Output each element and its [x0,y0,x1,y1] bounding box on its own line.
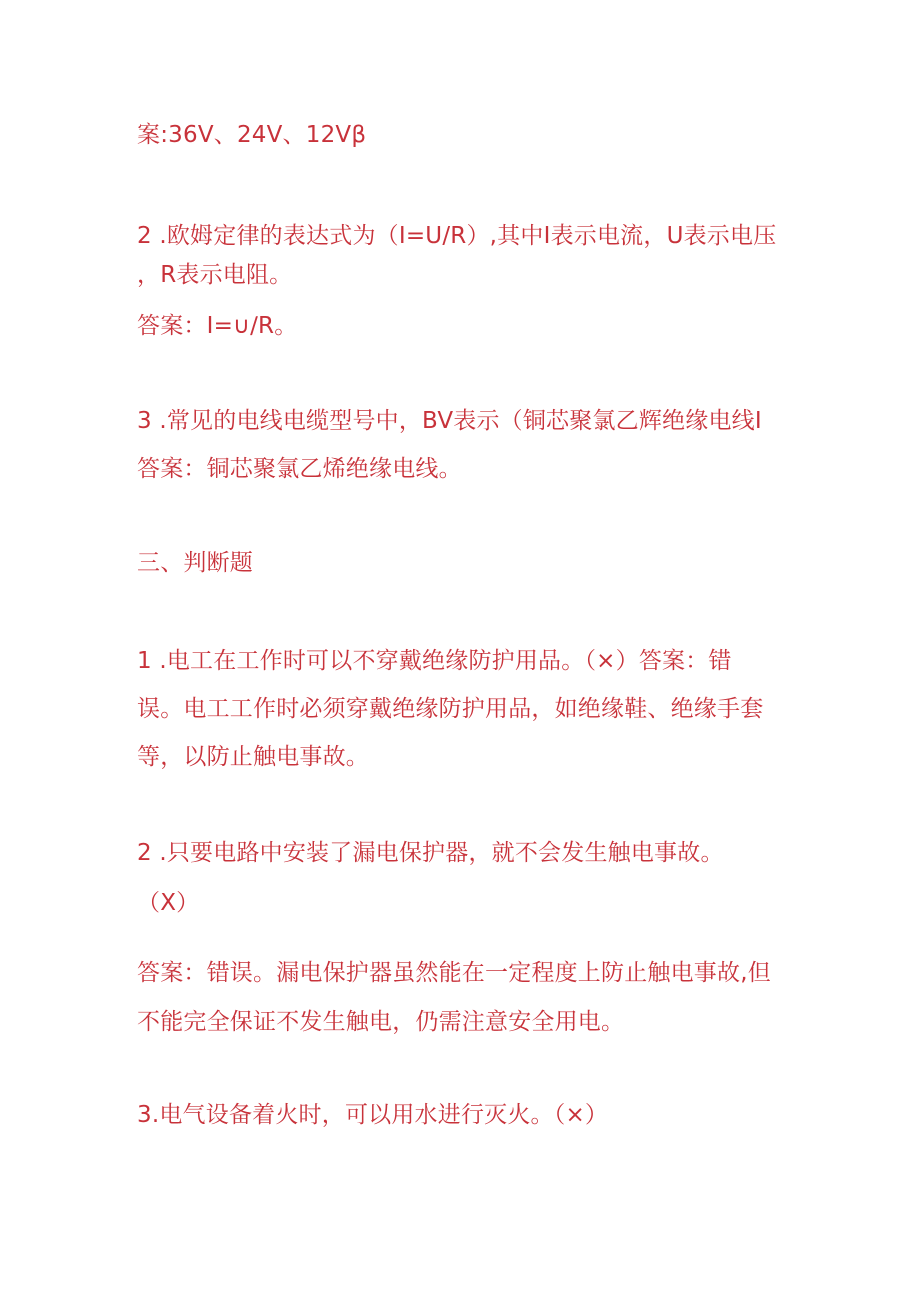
tf-answer-1-line-2: 等，以防止触电事故。 [137,744,369,770]
question-2-ohms-law-cont: ，R表示电阻。 [137,262,293,288]
answer-ohms-law: 答案：I=∪∕R。 [137,313,298,339]
tf-question-2-mark: （X） [137,890,200,916]
question-2-ohms-law: 2 .欧姆定律的表达式为（I=U/R）,其中I表示电流，U表示电压 [137,223,777,249]
tf-question-1: 1 .电工在工作时可以不穿戴绝缘防护用品。（×）答案：错 [137,648,732,674]
answer-cable-type: 答案：铜芯聚氯乙烯绝缘电线。 [137,456,462,482]
section-heading-true-false: 三、判断题 [137,550,253,576]
tf-question-3: 3.电气设备着火时，可以用水进行灭火。（×） [137,1102,609,1128]
tf-answer-1-line-1: 误。电工工作时必须穿戴绝缘防护用品，如绝缘鞋、绝缘手套 [137,696,764,722]
tf-answer-2-line-1: 答案：错误。漏电保护器虽然能在一定程度上防止触电事故,但 [137,960,771,986]
tf-answer-2-line-2: 不能完全保证不发生触电，仍需注意安全用电。 [137,1009,625,1035]
answer-voltage-line: 案:36V、24V、12Vβ [137,122,367,148]
question-3-cable-type: 3 .常见的电线电缆型号中，BV表示（铜芯聚氯乙辉绝缘电线I [137,408,762,434]
tf-question-2: 2 .只要电路中安装了漏电保护器，就不会发生触电事故。 [137,840,724,866]
